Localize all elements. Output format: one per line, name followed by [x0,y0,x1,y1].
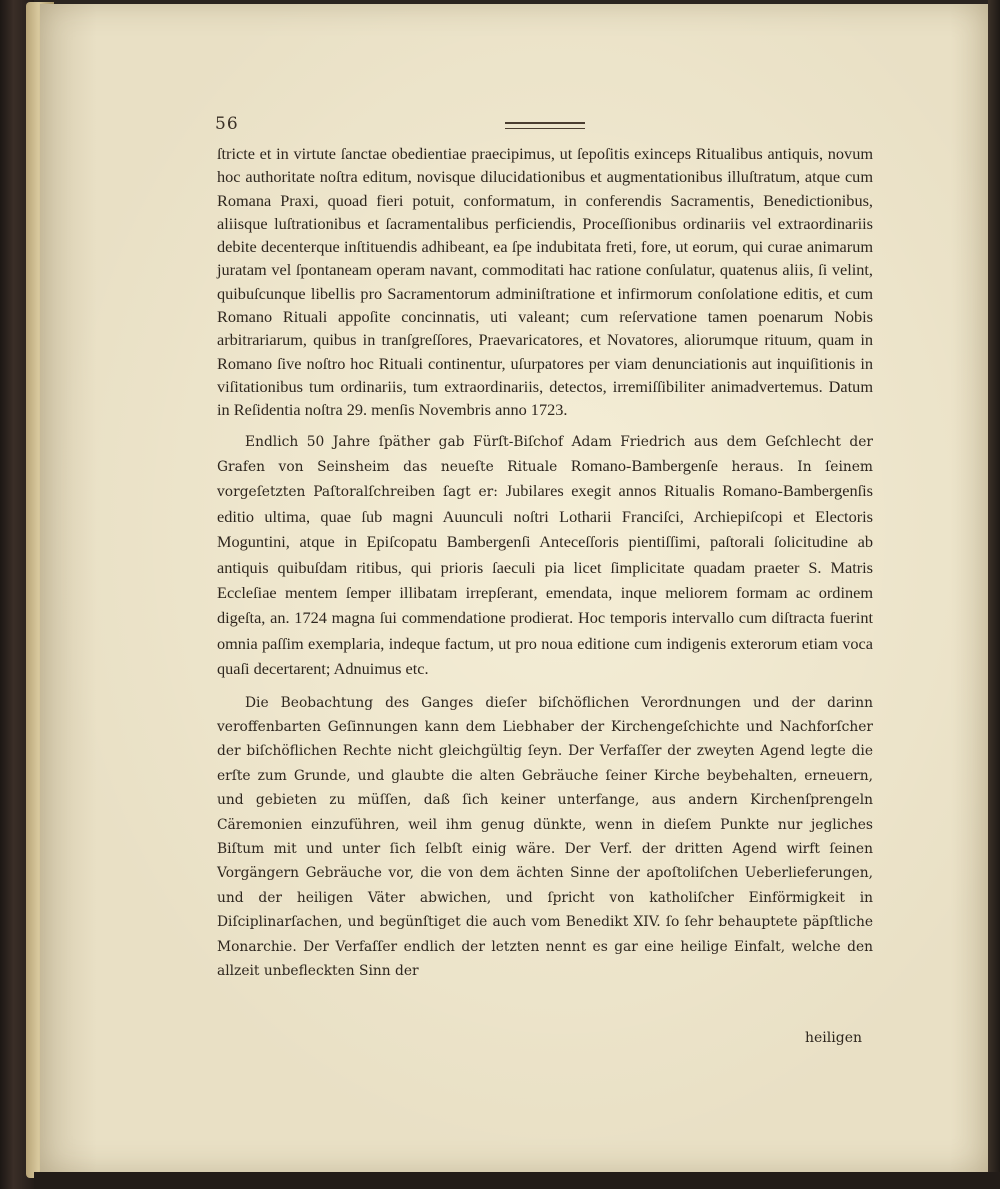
paragraph-mid: heraus. In ſeinem vorgeſetzten Paſtoralſchreiben ſagt er: [217,458,873,501]
rituale-title: Romano-Bambergenſe [570,455,718,475]
page-text [217,142,873,984]
right-binding-edge [988,0,1000,1189]
latin-decree-continuation: ſtricte et in virtute ſanctae obedientiae praecipimus, ut ſepoſitis exinceps Ritualibus antiquis, novum hoc authoritate noſtra editum, novisque dilucidationibus et augmentationibus illuſtratum, atque cum Romana Praxi, quoad fieri potuit, conformatum, in conferendis Sacramentis, Benedictionibus, aliisque luſtrationibus et ſacramentalibus perficiendis, Proceſſionibus ordinariis vel extraordinariis debite decenterque inſtituendis adhibeant, ea ſpe indubitata freti, fore, ut eorum, qui curae animarum juratam vel ſpontaneam operam navant, commoditati hac ratione conſulatur, quatenus aliis, ſi velint, quibuſcunque libellis pro Sacramentorum adminiſtratione et infirmorum conſolatione editis, et cum Romano Rituali appoſite concinnatis, uti valeant; cum reſervatione tamen poenarum Nobis arbitrariarum, quibus in tranſgreſſores, Praevaricatores, et Novatores, aliorumque rituum, quam in Romano ſive noſtro hoc Rituali continentur, uſurpatores per viam denunciationis aut inquiſitionis in viſitationibus tum ordinariis, tum extraordinariis, detectos, irremiſſibiliter animadvertemus. Datum in Reſidentia noſtra 29. menſis Novembris anno 1723. [217,144,873,420]
paragraph-intro: Endlich 50 Jahre ſpäther gab Fürſt-Biſchof Adam Friedrich aus dem Geſchlecht der Grafen von Seinsheim das neueſte Rituale [217,433,873,475]
bottom-edge [34,1172,1000,1189]
latin-quote: Jubilares exegit annos Ritualis Romano-Bambergenſis editio ultima, quae ſub magni Auunculi noſtri Lotharii Franciſci, Archiepiſcopi et Electoris Moguntini, atque in Epiſcopatu Bambergenſi Anteceſſoris pientiſſimi, paſtorali ſolicitudine ab antiquis quibuſdam ritibus, qui prioris ſaeculi pia licet ſimplicitate quadam praeter S. Matris Eccleſiae mentem ſemper illibatam irrepſerant, emendata, inque meliorem formam ac ordinem digeſta, an. 1724 magna ſui commendatione prodierat. Hoc temporis intervallo cum diſtracta fuerint omnia paſſim exemplaria, indeque factum, ut pro noua editione cum indigenis exterorum etiam voca quaſi decertarent; Adnuimus etc. [217,481,873,679]
catchword: heiligen [805,1030,862,1046]
paragraph-rituale-1774 [217,430,873,683]
paragraph-observation: Die Beobachtung des Ganges dieſer biſchöflichen Verordnungen und der darinn veroffenbarten Geſinnungen kann dem Liebhaber der Kirchengeſchichte und Nachforſcher der biſchöflichen Rechte nicht gleichgültig ſeyn. Der Verfaſſer der zweyten Agend legte die erſte zum Grunde, und glaubte die alten Gebräuche ſeiner Kirche beybehalten, erneuern, und gebieten zu müſſen, daß ſich keiner unterfange, aus andern Kirchenſprengeln Cäremonien einzuführen, weil ihm genug dünkte, wenn in dieſem Punkte nur jegliches Biſtum mit und unter ſich ſelbſt einig wäre. Der Verf. der dritten Agend wirft ſeinen Vorgängern Gebräuche vor, die von dem ächten Sinne der apoſtoliſchen Ueberlieferungen, und der heiligen Väter abwichen, und ſpricht von katholiſcher Einförmigkeit in Diſciplinarſachen, und begünſtiget die auch vom Benedikt XIV. ſo ſehr behauptete päpſtliche Monarchie. Der Verfaſſer endlich der letzten nennt es gar eine heilige Einfalt, welche den allzeit unbefleckten Sinn der [217,694,873,980]
header-rule [505,122,585,129]
page-number: 56 [215,114,239,134]
